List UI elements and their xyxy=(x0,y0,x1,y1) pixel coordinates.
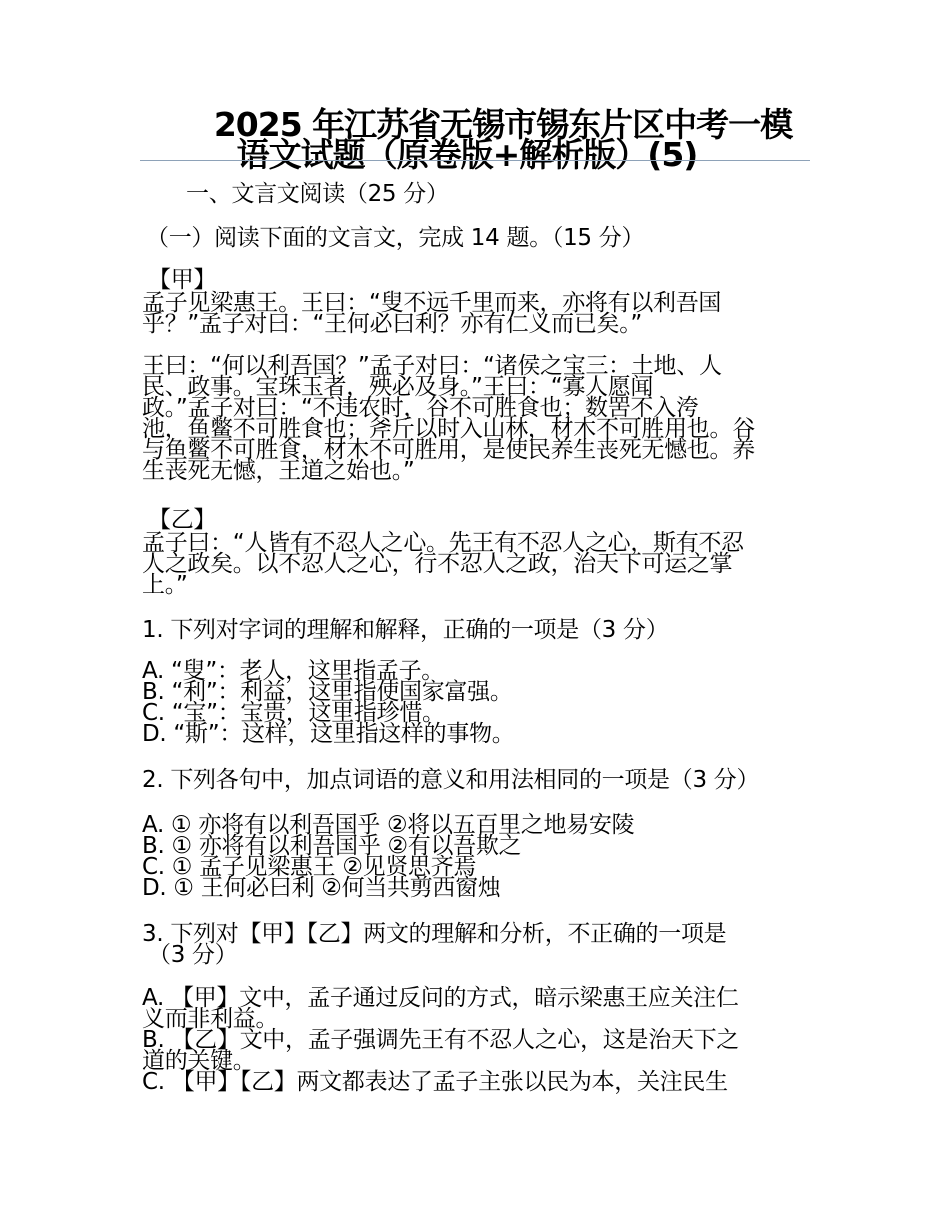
title-line-2: 语文试题（原卷版+解析版）(5) xyxy=(236,135,698,174)
option-a: A. “叟”：老人，这里指孟子。 xyxy=(142,658,444,684)
title-underline xyxy=(140,160,810,161)
option-b: B. 【乙】文中，孟子强调先王有不忍人之心，这是治天下之 xyxy=(142,1027,740,1053)
question-1-options xyxy=(142,658,814,747)
option-b: B. “利”：利益，这里指使国家富强。 xyxy=(142,679,513,705)
option-d: D. “斯”：这样，这里指这样的事物。 xyxy=(142,721,515,747)
document-title xyxy=(140,105,810,174)
text-line: 政。”孟子对曰：“不违农时，谷不可胜食也；数罟不入洿 xyxy=(142,395,699,421)
passage-yi-para-1 xyxy=(142,530,814,598)
text-line: 上。” xyxy=(142,572,188,598)
passage-jia-label: 【甲】 xyxy=(148,267,217,293)
text-line: 孟子见梁惠王。王曰：“叟不远千里而来，亦将有以利吾国 xyxy=(142,290,722,316)
question-3-stem xyxy=(142,921,814,968)
option-a: A. ① 亦将有以利吾国乎 ②将以五百里之地易安陵 xyxy=(142,812,635,838)
passage-jia-para-2 xyxy=(142,353,814,484)
option-c: C. 【甲】【乙】两文都表达了孟子主张以民为本，关注民生 xyxy=(142,1069,728,1095)
option-a: A. 【甲】文中，孟子通过反问的方式，暗示梁惠王应关注仁 xyxy=(142,985,739,1011)
option-d: D. ① 王何必曰利 ②何当共剪西窗烛 xyxy=(142,875,501,901)
text-line: 乎？”孟子对曰：“王何必曰利？亦有仁义而已矣。” xyxy=(142,311,643,337)
section-heading: 一、文言文阅读（25 分） xyxy=(186,181,449,207)
sub-section-heading: （一）阅读下面的文言文，完成 14 题。（15 分） xyxy=(146,225,645,251)
option-b: B. ① 亦将有以利吾国乎 ②有以吾欺之 xyxy=(142,833,522,859)
text-line: 生丧死无憾，王道之始也。” xyxy=(142,458,415,484)
text-line: 3. 下列对【甲】【乙】两文的理解和分析，不正确的一项是 xyxy=(142,921,727,947)
question-3-options xyxy=(142,985,814,1095)
text-line: （3 分） xyxy=(148,942,238,968)
title-line-1: 2025 年江苏省无锡市锡东片区中考一模 xyxy=(213,105,793,144)
text-line: 王曰：“何以利吾国？”孟子对曰：“诸侯之宝三：土地、人 xyxy=(142,353,722,379)
question-2-stem: 2. 下列各句中，加点词语的意义和用法相同的一项是（3 分） xyxy=(142,767,760,793)
question-1-stem: 1. 下列对字词的理解和解释，正确的一项是（3 分） xyxy=(142,617,669,643)
option-c: C. ① 孟子见梁惠王 ②见贤思齐焉 xyxy=(142,854,477,880)
text-line: 与鱼鳖不可胜食，材木不可胜用，是使民养生丧死无憾也。养 xyxy=(142,437,755,463)
passage-jia-para-1 xyxy=(142,290,814,337)
text-line: 孟子曰：“人皆有不忍人之心。先王有不忍人之心，斯有不忍 xyxy=(142,530,744,556)
text-line: 民、政事。宝珠玉者，殃必及身。”王曰：“寡人愿闻 xyxy=(142,374,654,400)
text-line: 人之政矣。以不忍人之心，行不忍人之政，治天下可运之掌 xyxy=(142,551,733,577)
question-2-options xyxy=(142,812,814,901)
option-c: C. “宝”：宝贵，这里指珍惜。 xyxy=(142,700,445,726)
text-line: 池，鱼鳖不可胜食也；斧斤以时入山林，材木不可胜用也。谷 xyxy=(142,416,755,442)
option-a-cont: 义而非利益。 xyxy=(142,1006,279,1032)
passage-yi-label: 【乙】 xyxy=(148,507,217,533)
option-b-cont: 道的关键。 xyxy=(142,1048,256,1074)
